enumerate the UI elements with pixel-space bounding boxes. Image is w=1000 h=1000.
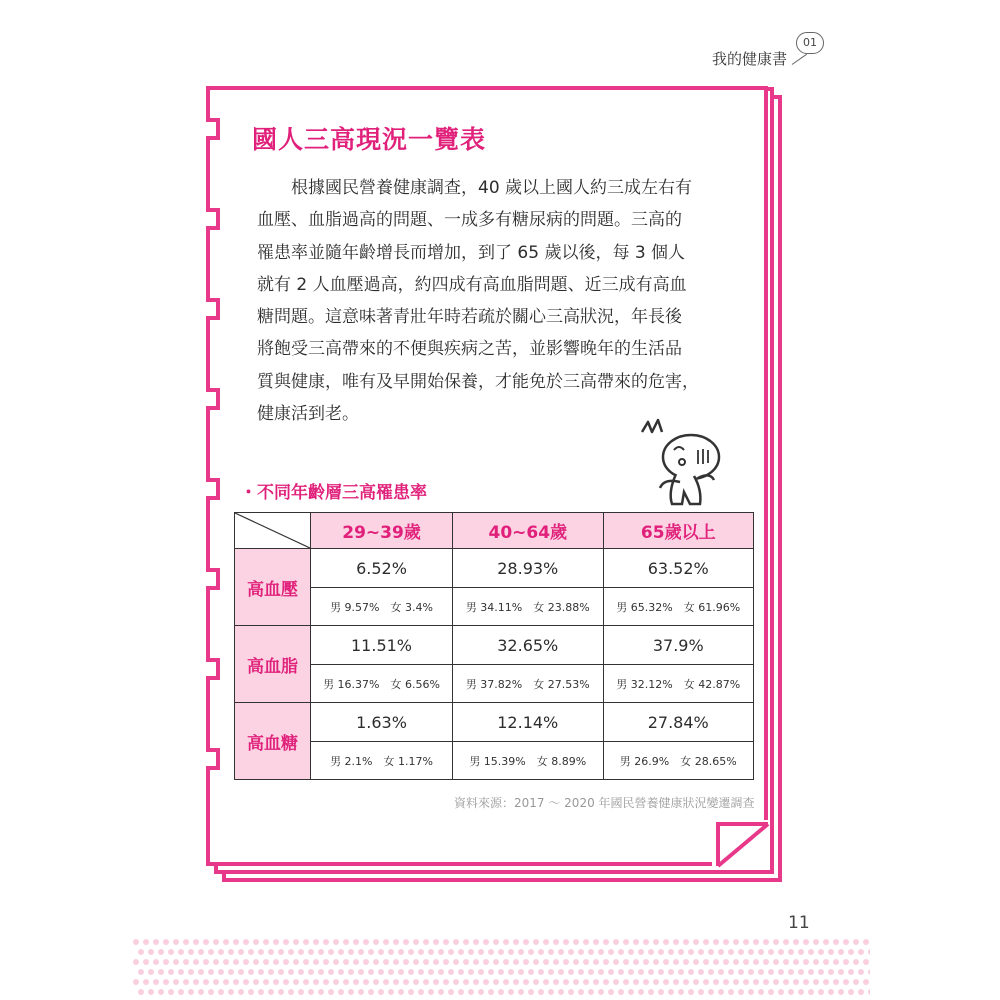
table-row: [235, 588, 754, 626]
total-cell: 28.93%: [453, 549, 603, 588]
table-row: [235, 665, 754, 703]
row-header: 高血脂: [235, 626, 311, 703]
dot-pattern-decoration: [132, 938, 870, 1000]
notch: [206, 568, 220, 590]
total-cell: 1.63%: [311, 703, 453, 742]
paragraph-line: 將飽受三高帶來的不便與疾病之苦，並影響晚年的生活品: [257, 339, 682, 360]
total-cell: 12.14%: [453, 703, 603, 742]
page-title: 國人三高現況一覽表: [252, 125, 487, 154]
gender-cell: 男 9.57% 女 3.4%: [311, 588, 453, 626]
book-title: 我的健康書: [712, 50, 788, 68]
paragraph-line: 根據國民營養健康調查，40 歲以上國人約三成左右有: [257, 178, 693, 198]
section-heading: ・不同年齡層三高罹患率: [240, 483, 427, 503]
badge-connector: [792, 54, 807, 65]
intro-paragraph: [257, 172, 727, 430]
notch: [206, 388, 220, 410]
table-row: [235, 703, 754, 742]
gender-cell: 男 32.12% 女 42.87%: [603, 665, 754, 703]
paragraph-line: 質與健康，唯有及早開始保養，才能免於三高帶來的危害，: [257, 371, 699, 392]
row-header: 高血糖: [235, 703, 311, 780]
paragraph-line: 就有 2 人血壓過高，約四成有高血脂問題、近三成有高血: [257, 274, 687, 295]
paragraph-line: 罹患率並隨年齡增長而增加，到了 65 歲以後，每 3 個人: [257, 242, 686, 263]
corner-cell: [235, 513, 311, 549]
gender-cell: 男 2.1% 女 1.17%: [311, 742, 453, 780]
gender-cell: 男 37.82% 女 27.53%: [453, 665, 603, 703]
diagonal-line: [235, 513, 310, 548]
notch: [206, 748, 220, 770]
paragraph-line: 健康活到老。: [257, 404, 359, 425]
chapter-badge: 01: [796, 32, 824, 54]
notch: [206, 298, 220, 320]
gender-cell: 男 26.9% 女 28.65%: [603, 742, 754, 780]
mascot-illustration: [636, 412, 736, 512]
total-cell: 63.52%: [603, 549, 754, 588]
total-cell: 11.51%: [311, 626, 453, 665]
total-cell: 37.9%: [603, 626, 754, 665]
gender-cell: 男 15.39% 女 8.89%: [453, 742, 603, 780]
gender-cell: 男 65.32% 女 61.96%: [603, 588, 754, 626]
notch: [206, 658, 220, 680]
total-cell: 27.84%: [603, 703, 754, 742]
table-row: [235, 626, 754, 665]
column-header: 40~64歲: [453, 513, 603, 549]
total-cell: 32.65%: [453, 626, 603, 665]
prevalence-table: [234, 512, 754, 780]
table-row: [235, 549, 754, 588]
page-number: 11: [788, 913, 810, 933]
notch: [206, 478, 220, 500]
source-note: 資料來源：2017 ～ 2020 年國民營養健康狀況變遷調查: [454, 796, 755, 810]
gender-cell: 男 34.11% 女 23.88%: [453, 588, 603, 626]
column-header: 65歲以上: [603, 513, 754, 549]
paragraph-line: 糖問題。這意味著青壯年時若疏於關心三高狀況，年長後: [257, 307, 682, 328]
notch: [206, 208, 220, 230]
folded-corner: [712, 820, 768, 866]
gender-cell: 男 16.37% 女 6.56%: [311, 665, 453, 703]
table-header-row: [235, 513, 754, 549]
table-row: [235, 742, 754, 780]
paragraph-line: 血壓、血脂過高的問題、一成多有糖尿病的問題。三高的: [257, 210, 682, 231]
notch: [206, 118, 220, 140]
total-cell: 6.52%: [311, 549, 453, 588]
column-header: 29~39歲: [311, 513, 453, 549]
row-header: 高血壓: [235, 549, 311, 626]
